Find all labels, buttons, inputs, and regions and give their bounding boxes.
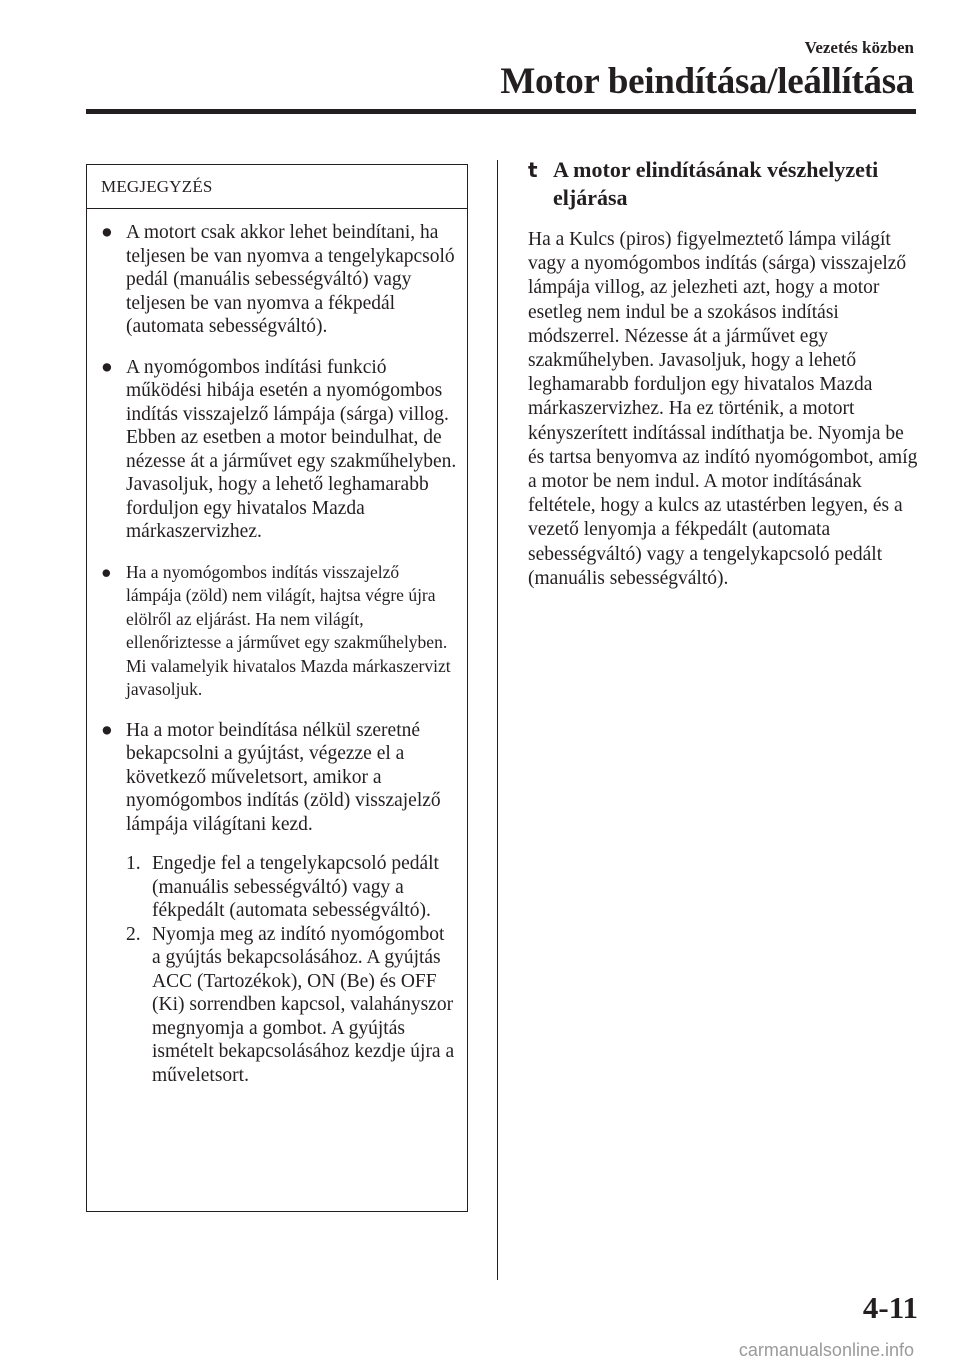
note-bullet — [101, 221, 457, 339]
section-marker-icon: t — [528, 158, 538, 182]
bullet-text: Ha a motor beindítása nélkül szeretné bekapcsolni a gyújtást, végezze el a következő műveletsort, amikor a nyomógombos indítás (zöld) visszajelző lámpája világítani kezd. — [126, 719, 441, 835]
watermark: carmanualsonline.info — [738, 1340, 914, 1360]
header-rule — [86, 109, 916, 114]
note-box — [86, 164, 468, 1212]
emergency-section — [528, 156, 920, 591]
step-item — [126, 923, 457, 1088]
column-divider — [497, 160, 498, 1280]
page-title: Motor beindítása/leállítása — [500, 61, 914, 102]
bullet-text: A motort csak akkor lehet beindítani, ha teljesen be van nyomva a tengelykapcsoló pedál (manuális sebességváltó) vagy teljesen be van nyomva a fékpedál (automata sebességváltó). — [126, 222, 455, 337]
emergency-heading — [528, 156, 920, 212]
bullet-icon: ● — [101, 356, 113, 378]
section-label: Vezetés közben — [804, 38, 914, 57]
note-bullet — [101, 356, 457, 544]
emergency-body: Ha a Kulcs (piros) figyelmeztető lámpa világít vagy a nyomógombos indítás (sárga) visszajelző lámpája villog, az jelezheti azt, hogy a motor esetleg nem indul be a szokásos indítási módszerrel. Nézesse át a járművet egy szakműhelyben. Javasoljuk, hogy a lehető leghamarabb forduljon egy hivatalos Mazda márkaszervizhez. Ha ez történik, a motort kényszerített indítással indíthatja be. Nyomja be és tartsa benyomva az indító nyomógombot, amíg a motor be nem indul. A motor indításának feltétele, hogy a kulcs az utastérben legyen, és a vezető lenyomja a fékpedált (automata sebességváltó) vagy a tengelykapcsoló pedált (manuális sebességváltó). — [528, 229, 918, 589]
step-text: Engedje fel a tengelykapcsoló pedált (manuális sebességváltó) vagy a fékpedált (automata sebességváltó). — [152, 853, 439, 921]
note-bullet — [101, 561, 457, 702]
bullet-text: Ha a nyomógombos indítás visszajelző lámpája (zöld) nem világít, hajtsa végre újra elölről az eljárást. Ha nem világít, ellenőriztesse a járművet egy szakműhelyben. Mi valamelyik hivatalos Mazda márkaszervizt javasoljuk. — [126, 561, 451, 699]
note-heading: MEGJEGYZÉS — [87, 165, 467, 209]
note-bullet — [101, 719, 457, 1088]
bullet-icon: ● — [101, 222, 113, 243]
bullet-icon: ● — [101, 719, 113, 741]
note-body — [87, 209, 467, 1087]
step-item — [126, 852, 457, 923]
emergency-title: A motor elindításának vészhelyzeti eljárása — [553, 157, 879, 210]
step-list — [126, 852, 457, 1087]
bullet-icon: ● — [101, 561, 112, 582]
step-number: 2. — [126, 923, 141, 945]
page-number: 4-11 — [862, 1290, 918, 1325]
step-text: Nyomja meg az indító nyomógombot a gyújtás bekapcsolásához. A gyújtás ACC (Tartozékok), ON (Be) és OFF (Ki) sorrendben kapcsol, valahányszor megnyomja a gombot. A gyújtás ismételt bekapcsolásához kezdje újra a műveletsort. — [152, 923, 455, 1086]
bullet-text: A nyomógombos indítási funkció működési hibája esetén a nyomógombos indítás visszajelző lámpája (sárga) villog. Ebben az esetben a motor beindulhat, de nézesse át a járművet egy szakműhelyben. Javasoljuk, hogy a lehető leghamarabb forduljon egy hivatalos Mazda márkaszervizhez. — [126, 356, 457, 542]
step-number: 1. — [126, 853, 141, 874]
